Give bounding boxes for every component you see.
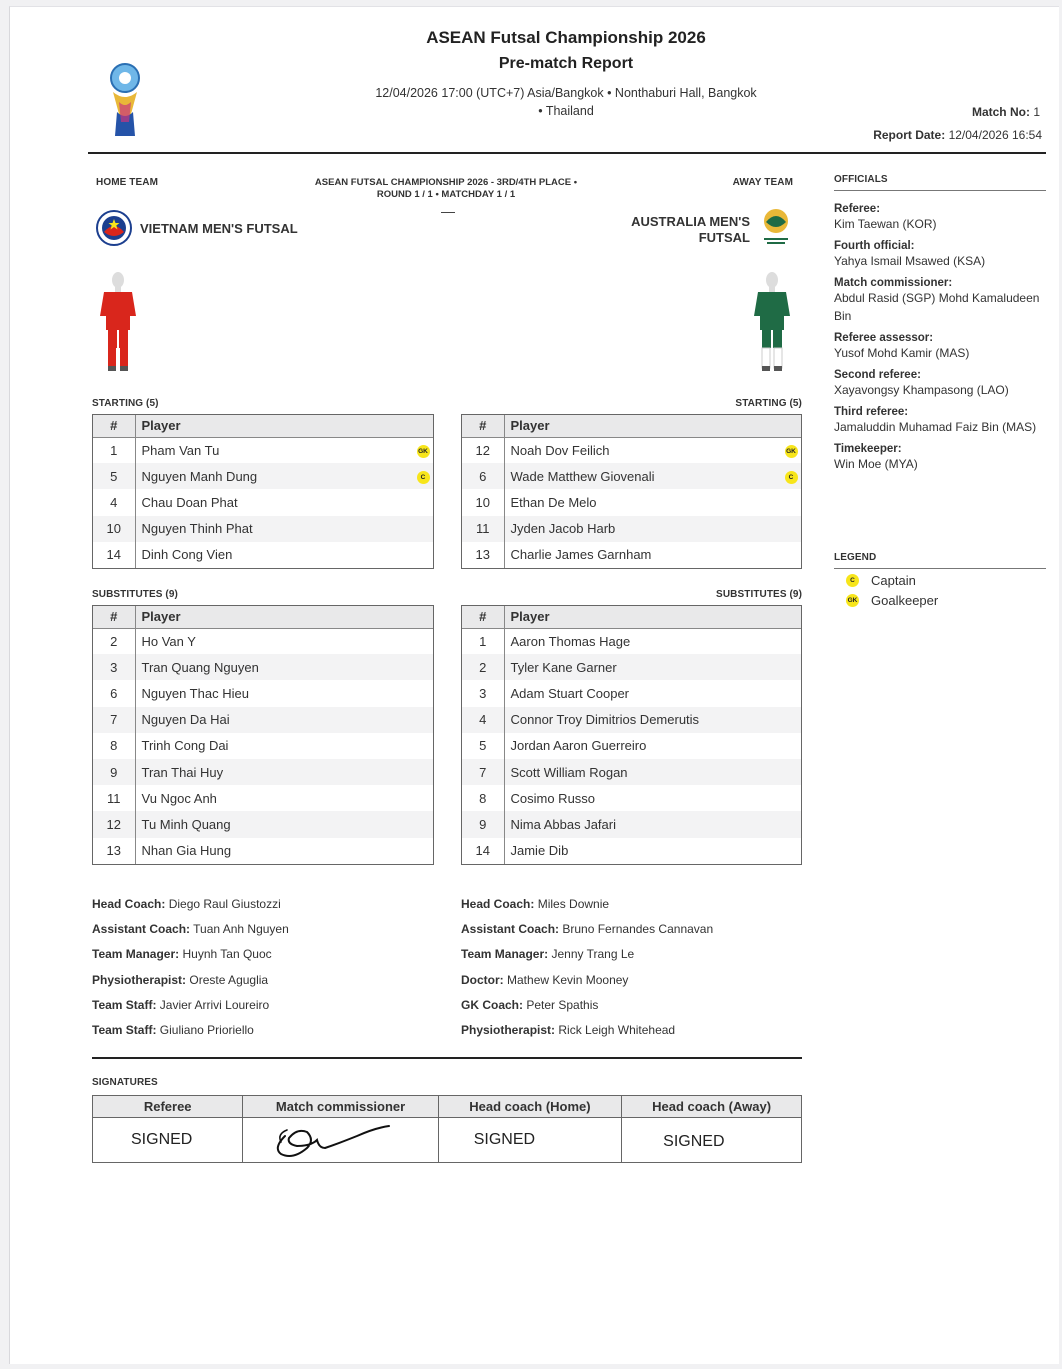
player-header: Player xyxy=(504,606,801,628)
sig-match-commissioner xyxy=(243,1118,438,1163)
away-staff-list xyxy=(461,892,713,1043)
sig-header-match-commissioner: Match commissioner xyxy=(243,1096,438,1118)
player-name: Jordan Aaron Guerreiro xyxy=(510,738,647,754)
player-name: Nguyen Manh Dung xyxy=(135,463,407,489)
table-row xyxy=(93,489,433,515)
player-number: 7 xyxy=(462,759,504,785)
player-name: Trinh Cong Dai xyxy=(141,738,229,754)
staff-name: Mathew Kevin Mooney xyxy=(507,972,629,987)
player-name: Nguyen Thac Hieu xyxy=(141,685,249,701)
player-number: 4 xyxy=(462,707,504,733)
staff-name: Jenny Trang Le xyxy=(551,947,635,962)
player-number: 13 xyxy=(462,542,504,568)
away-team-name-line-2: FUTSAL xyxy=(698,230,750,245)
player-number: 12 xyxy=(462,437,504,463)
away-team-name-line-1: AUSTRALIA MEN'S xyxy=(631,214,750,229)
staff-item xyxy=(461,993,713,1018)
official-label: Match commissioner: xyxy=(834,277,953,289)
staff-item xyxy=(461,968,713,993)
table-row xyxy=(462,542,801,568)
captain-badge: C xyxy=(785,471,798,484)
player-name: Ethan De Melo xyxy=(510,494,597,510)
staff-name: Diego Raul Giustozzi xyxy=(168,897,281,911)
player-number: 8 xyxy=(93,733,135,759)
staff-role: Head Coach: xyxy=(92,897,166,911)
legend-captain-label: Captain xyxy=(871,572,916,588)
staff-item xyxy=(461,917,713,942)
match-number-value: 1 xyxy=(1033,105,1040,119)
player-name: Aaron Thomas Hage xyxy=(510,633,631,649)
player-name: Jamie Dib xyxy=(510,843,569,859)
staff-role: Head Coach: xyxy=(461,897,535,911)
staff-name: Miles Downie xyxy=(537,897,610,911)
player-name: Noah Dov Feilich xyxy=(510,442,610,458)
signatures-table xyxy=(92,1095,802,1163)
staff-item xyxy=(92,917,289,942)
table-row xyxy=(93,463,433,489)
player-name: Wade Matthew Giovenali xyxy=(504,463,775,489)
player-number: 8 xyxy=(462,785,504,811)
player-header: Player xyxy=(135,606,433,628)
official-value: Kim Taewan (KOR) xyxy=(834,217,937,231)
sig-head-coach-away: SIGNED xyxy=(622,1118,802,1163)
legend-divider xyxy=(834,568,1046,569)
legend-goalkeeper-label: Goalkeeper xyxy=(871,592,939,608)
table-row xyxy=(462,680,801,706)
player-name: Nhan Gia Hung xyxy=(141,843,232,859)
table-row xyxy=(93,542,433,568)
away-substitutes-label: SUBSTITUTES (9) xyxy=(716,589,802,600)
staff-name: Rick Leigh Whitehead xyxy=(558,1023,676,1038)
player-name: Nima Abbas Jafari xyxy=(504,811,801,837)
official-value: Yahya Ismail Msawed (KSA) xyxy=(834,254,986,268)
report-date-label: Report Date: xyxy=(873,128,946,142)
table-row xyxy=(462,463,801,489)
table-row xyxy=(93,628,433,654)
player-number: 9 xyxy=(462,811,504,837)
report-subtitle: Pre-match Report xyxy=(498,55,634,72)
report-title: ASEAN Futsal Championship 2026 xyxy=(426,28,706,47)
player-name: Cosimo Russo xyxy=(510,790,596,806)
staff-item xyxy=(461,892,713,917)
player-number: 2 xyxy=(462,654,504,680)
player-header: Player xyxy=(135,415,407,437)
num-header: # xyxy=(462,415,504,437)
player-number: 11 xyxy=(462,516,504,542)
official-label: Referee: xyxy=(834,203,881,215)
away-team-name xyxy=(631,214,750,246)
table-row xyxy=(93,707,433,733)
staff-item xyxy=(92,968,289,993)
player-number: 14 xyxy=(462,838,504,864)
player-name: Charlie James Garnham xyxy=(510,547,652,563)
staff-item xyxy=(461,1018,713,1043)
staff-item xyxy=(92,1018,289,1043)
staff-role: Physiotherapist: xyxy=(92,972,187,987)
sig-head-coach-home: SIGNED xyxy=(438,1118,621,1163)
staff-role: Physiotherapist: xyxy=(461,1023,556,1038)
player-number: 1 xyxy=(93,437,135,463)
official-label: Third referee: xyxy=(834,406,909,418)
player-name: Adam Stuart Cooper xyxy=(510,685,630,701)
staff-item xyxy=(461,942,713,967)
table-row xyxy=(462,811,801,837)
goalkeeper-badge: GK xyxy=(846,594,859,607)
officials-list xyxy=(834,196,1046,473)
table-row xyxy=(462,628,801,654)
player-name: Chau Doan Phat xyxy=(141,494,238,510)
competition-line-1: ASEAN FUTSAL CHAMPIONSHIP 2026 - 3RD/4TH PLACE • xyxy=(314,177,578,188)
staff-item xyxy=(92,993,289,1018)
table-row xyxy=(462,838,801,864)
meta-line-2: • Thailand xyxy=(538,104,594,118)
match-meta xyxy=(360,84,772,120)
report-date xyxy=(873,128,1042,142)
staff-item xyxy=(92,942,289,967)
officials-title: OFFICIALS xyxy=(834,174,888,185)
away-substitutes-table xyxy=(461,605,802,865)
official-value: Xayavongsy Khampasong (LAO) xyxy=(834,383,1009,397)
legend-title: LEGEND xyxy=(834,552,877,563)
sig-header-head-coach-away: Head coach (Away) xyxy=(622,1096,802,1118)
meta-line-1: 12/04/2026 17:00 (UTC+7) Asia/Bangkok • Nonthaburi Hall, Bangkok xyxy=(375,86,757,100)
player-number: 12 xyxy=(93,811,135,837)
player-name: Tran Quang Nguyen xyxy=(135,654,433,680)
sig-referee: SIGNED xyxy=(93,1118,243,1163)
table-row xyxy=(462,654,801,680)
player-name: Jyden Jacob Harb xyxy=(504,516,775,542)
player-number: 11 xyxy=(93,785,135,811)
num-header: # xyxy=(462,606,504,628)
table-row xyxy=(462,437,801,463)
player-number: 7 xyxy=(93,707,135,733)
table-row xyxy=(462,785,801,811)
staff-name: Huynh Tan Quoc xyxy=(182,947,272,962)
player-number: 5 xyxy=(93,463,135,489)
player-number: 3 xyxy=(93,654,135,680)
staff-name: Oreste Aguglia xyxy=(189,972,269,987)
sig-header-referee: Referee xyxy=(93,1096,243,1118)
signatures-divider xyxy=(92,1057,802,1059)
staff-role: Assistant Coach: xyxy=(92,922,191,937)
official-label: Referee assessor: xyxy=(834,332,934,344)
home-starting-table xyxy=(92,414,434,569)
official-value: Jamaluddin Muhamad Faiz Bin (MAS) xyxy=(834,420,1037,434)
sig-header-head-coach-home: Head coach (Home) xyxy=(438,1096,621,1118)
handwritten-signature xyxy=(267,1118,397,1162)
staff-role: Team Staff: xyxy=(92,997,157,1012)
num-header: # xyxy=(93,606,135,628)
away-team-label: AWAY TEAM xyxy=(732,177,793,188)
home-team-name: VIETNAM MEN'S FUTSAL xyxy=(140,221,298,236)
player-name: Nguyen Thinh Phat xyxy=(135,516,407,542)
staff-role: Assistant Coach: xyxy=(461,922,560,937)
match-number-label: Match No: xyxy=(971,105,1030,119)
table-row xyxy=(462,759,801,785)
player-number: 1 xyxy=(462,628,504,654)
staff-role: Team Manager: xyxy=(461,947,549,962)
staff-name: Peter Spathis xyxy=(526,997,599,1012)
legend-captain xyxy=(834,570,938,590)
away-starting-label: STARTING (5) xyxy=(735,398,802,409)
official-label: Timekeeper: xyxy=(834,443,902,455)
player-number: 9 xyxy=(93,759,135,785)
home-staff-list xyxy=(92,892,289,1043)
officials-divider xyxy=(834,190,1046,191)
player-name: Dinh Cong Vien xyxy=(141,547,233,563)
player-name: Tyler Kane Garner xyxy=(504,654,801,680)
player-number: 6 xyxy=(462,463,504,489)
num-header: # xyxy=(93,415,135,437)
captain-badge: C xyxy=(846,574,859,587)
home-kit-figure xyxy=(98,270,138,374)
table-row xyxy=(93,654,433,680)
official-value: Win Moe (MYA) xyxy=(834,457,918,471)
staff-role: Doctor: xyxy=(461,972,504,987)
player-name: Nguyen Da Hai xyxy=(135,707,433,733)
player-number: 14 xyxy=(93,542,135,568)
captain-badge: C xyxy=(417,471,430,484)
staff-role: Team Manager: xyxy=(92,947,180,962)
staff-role: Team Staff: xyxy=(92,1023,157,1038)
home-substitutes-table xyxy=(92,605,434,865)
table-row xyxy=(462,707,801,733)
competition-info xyxy=(300,177,592,201)
australia-crest-icon xyxy=(760,206,792,248)
away-starting-table xyxy=(461,414,802,569)
match-number xyxy=(972,105,1040,119)
staff-item xyxy=(92,892,289,917)
signatures-label: SIGNATURES xyxy=(92,1077,158,1088)
table-row xyxy=(93,811,433,837)
table-row xyxy=(93,759,433,785)
table-row xyxy=(93,838,433,864)
away-kit-figure xyxy=(752,270,792,374)
home-starting-label: STARTING (5) xyxy=(92,398,159,409)
competition-line-2: ROUND 1 / 1 • MATCHDAY 1 / 1 xyxy=(376,189,516,200)
table-row xyxy=(93,680,433,706)
score-dash xyxy=(441,212,455,213)
vietnam-crest-icon xyxy=(96,210,132,246)
legend-goalkeeper xyxy=(834,590,938,610)
official-value: Yusof Mohd Kamir (MAS) xyxy=(834,346,970,360)
player-name: Vu Ngoc Anh xyxy=(141,790,217,806)
staff-role: GK Coach: xyxy=(461,997,524,1012)
player-name: Scott William Rogan xyxy=(504,759,801,785)
report-date-value: 12/04/2026 16:54 xyxy=(948,128,1042,142)
player-number: 2 xyxy=(93,628,135,654)
official-label: Fourth official: xyxy=(834,240,915,252)
tournament-logo xyxy=(105,62,145,140)
player-name: Tu Minh Quang xyxy=(135,811,433,837)
goalkeeper-badge: GK xyxy=(785,445,798,458)
player-name: Tran Thai Huy xyxy=(135,759,433,785)
player-name: Connor Troy Dimitrios Demerutis xyxy=(504,707,801,733)
header-divider xyxy=(88,152,1046,154)
player-number: 10 xyxy=(93,516,135,542)
table-row xyxy=(462,489,801,515)
player-number: 4 xyxy=(93,489,135,515)
staff-name: Bruno Fernandes Cannavan xyxy=(562,922,714,937)
legend-list xyxy=(834,570,938,610)
table-row xyxy=(462,733,801,759)
goalkeeper-badge: GK xyxy=(417,445,430,458)
table-row xyxy=(93,733,433,759)
player-number: 10 xyxy=(462,489,504,515)
player-header: Player xyxy=(504,415,775,437)
player-number: 5 xyxy=(462,733,504,759)
staff-name: Tuan Anh Nguyen xyxy=(193,922,289,937)
player-name: Ho Van Y xyxy=(141,633,196,649)
table-row xyxy=(462,516,801,542)
table-row xyxy=(93,437,433,463)
home-team-label: HOME TEAM xyxy=(96,177,159,188)
player-number: 13 xyxy=(93,838,135,864)
official-label: Second referee: xyxy=(834,369,921,381)
official-value: Abdul Rasid (SGP) Mohd Kamaludeen Bin xyxy=(834,291,1040,323)
staff-name: Giuliano Prioriello xyxy=(159,1023,254,1038)
player-number: 3 xyxy=(462,680,504,706)
player-number: 6 xyxy=(93,680,135,706)
table-row xyxy=(93,785,433,811)
table-row xyxy=(93,516,433,542)
home-substitutes-label: SUBSTITUTES (9) xyxy=(92,589,178,600)
staff-name: Javier Arrivi Loureiro xyxy=(159,997,270,1012)
player-name: Pham Van Tu xyxy=(141,442,220,458)
